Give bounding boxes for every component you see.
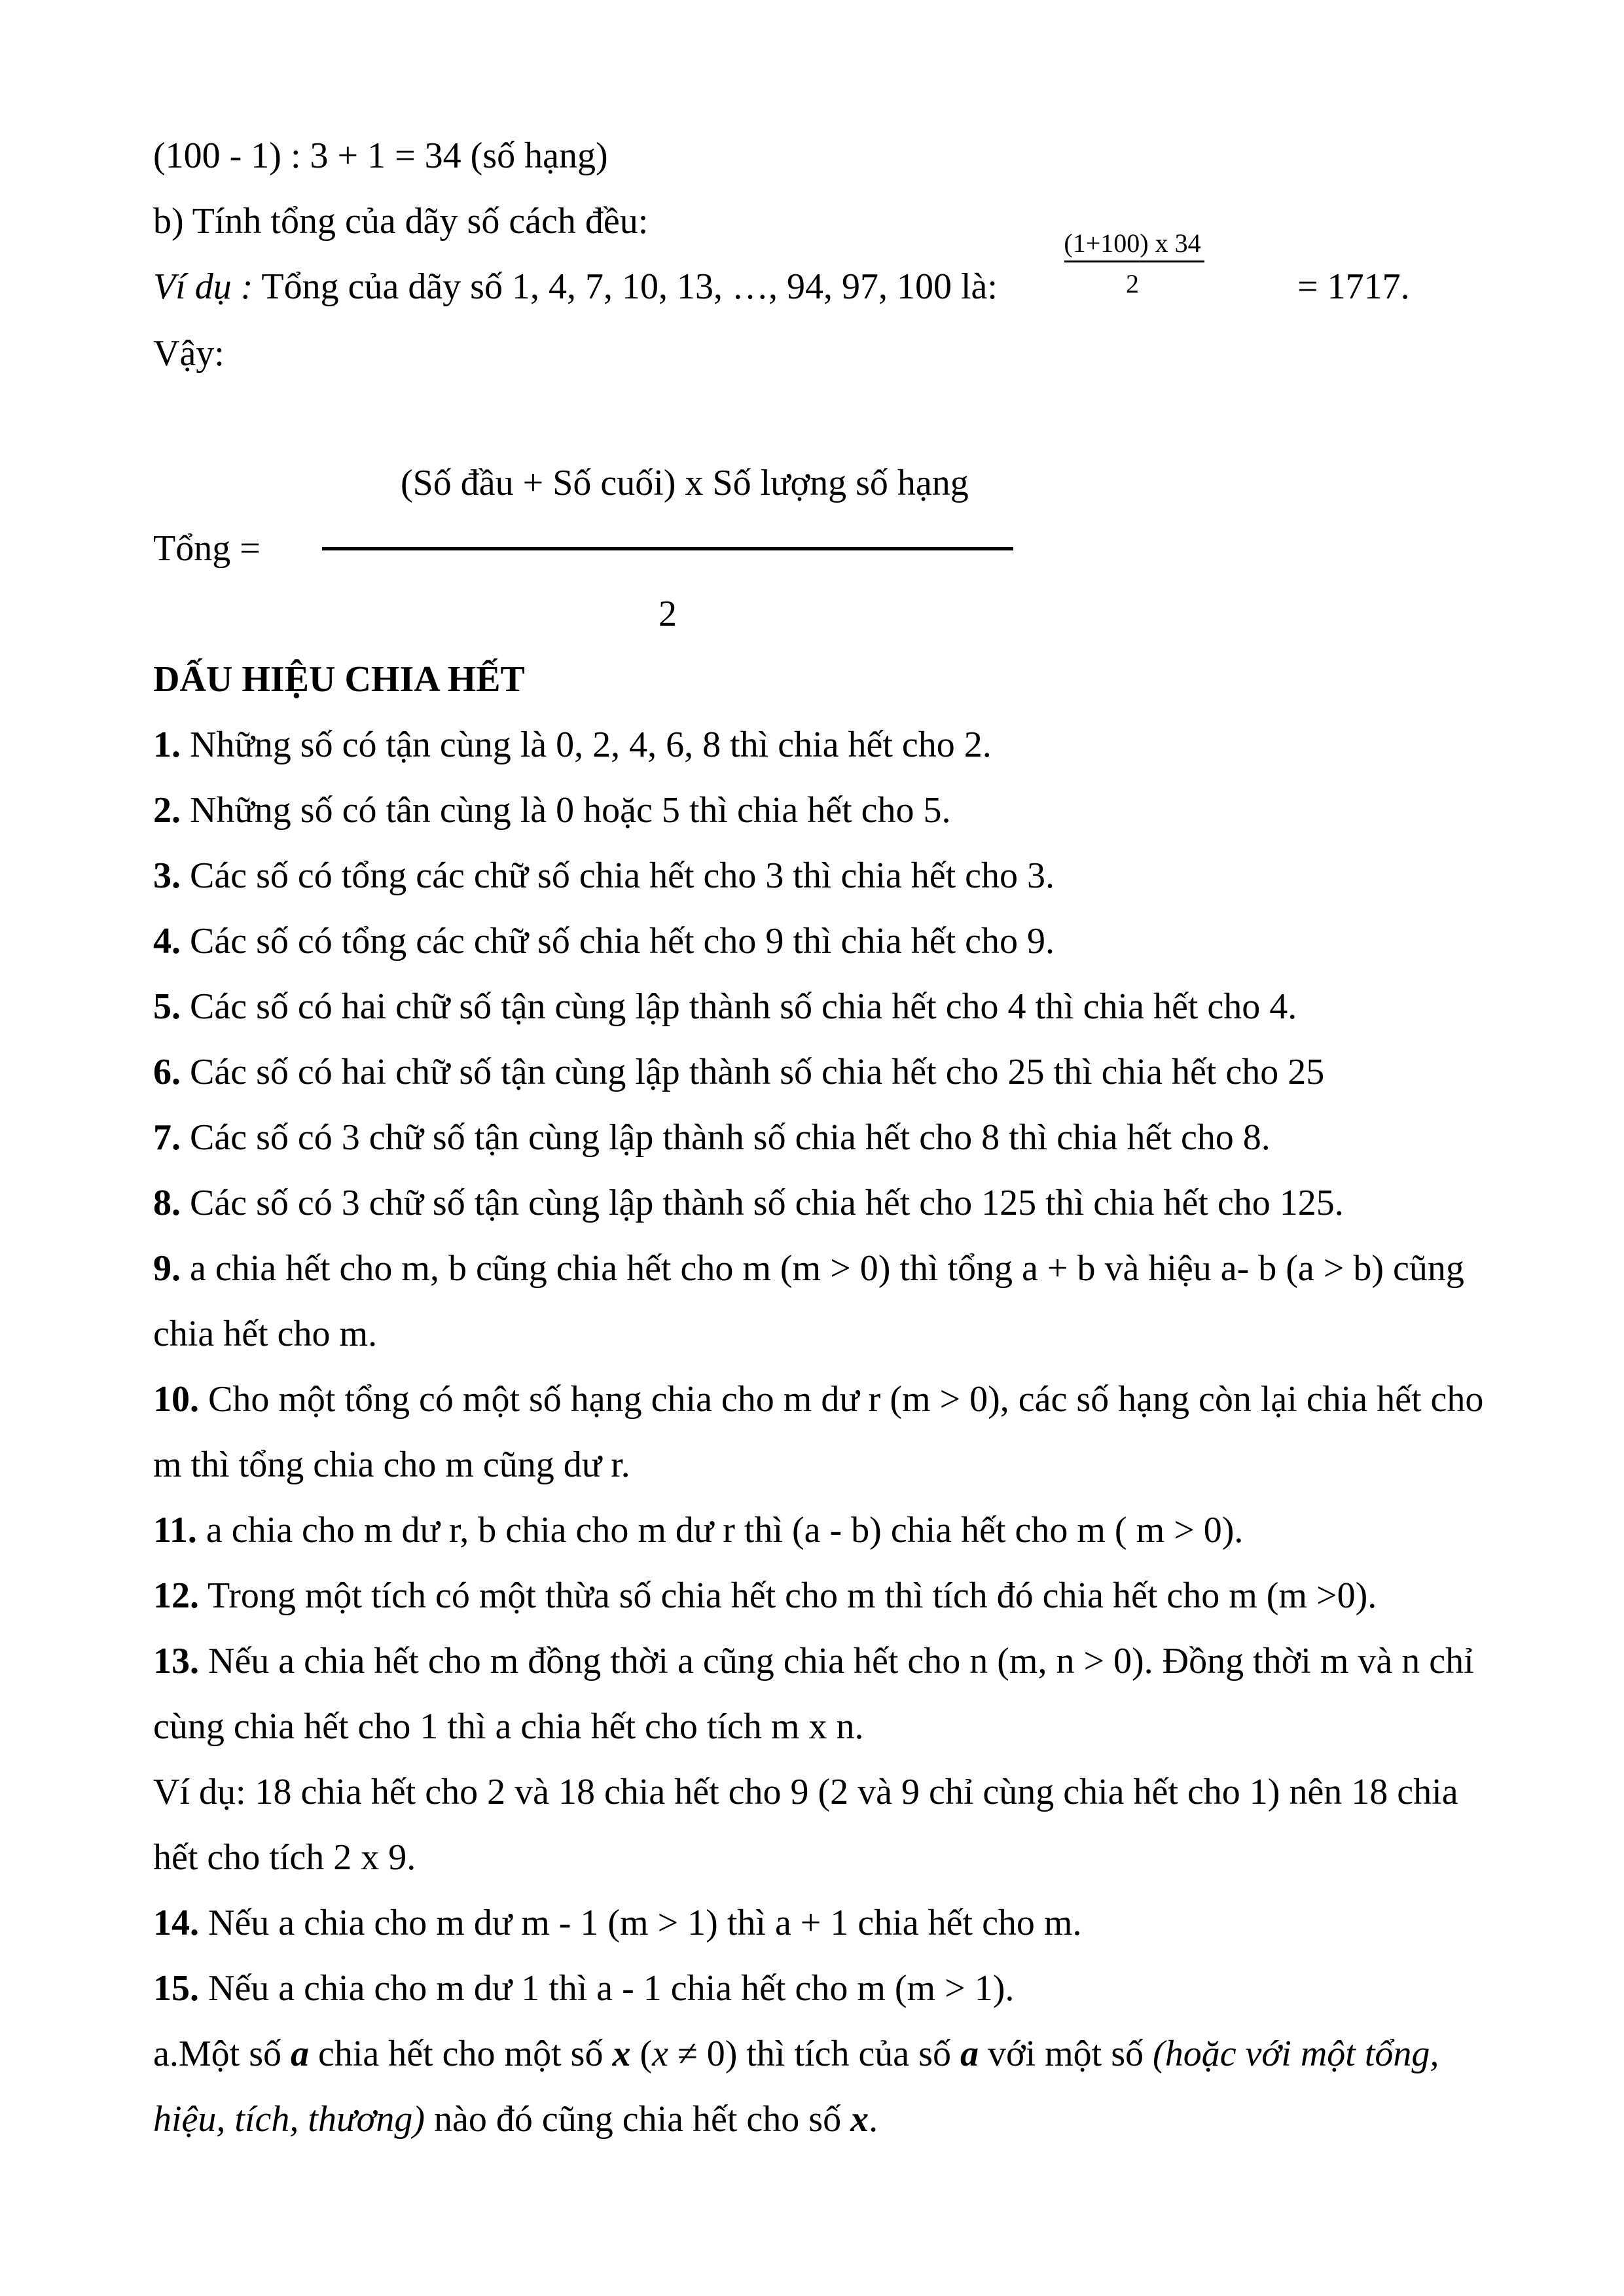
example-fraction-numerator: (1+100) x 34 xyxy=(1064,228,1201,258)
formula-denominator: 2 xyxy=(659,594,677,634)
rule-text: Nếu a chia hết cho m đồng thời a cũng chia hết cho n (m, n > 0). Đồng thời m và n chỉ xyxy=(199,1641,1474,1681)
sum-heading-b: b) Tính tổng của dãy số cách đều: xyxy=(153,201,649,242)
rule-6 xyxy=(153,1051,1324,1093)
rule-15 xyxy=(153,1967,1014,2009)
italic-note: (hoặc với một tổng, xyxy=(1153,2034,1439,2074)
rule-text: Các số có tổng các chữ số chia hết cho 3 thì chia hết cho 3. xyxy=(181,855,1055,896)
variable-x: x xyxy=(612,2034,631,2074)
rule-12 xyxy=(153,1575,1377,1617)
rule-text: Các số có tổng các chữ số chia hết cho 9 thì chia hết cho 9. xyxy=(181,921,1055,961)
text-run: . xyxy=(869,2099,878,2140)
text-run: với một số xyxy=(978,2034,1153,2074)
example-result: = 1717. xyxy=(1297,266,1410,307)
variable-a: a xyxy=(960,2034,979,2074)
rule-14 xyxy=(153,1902,1081,1944)
text-run: a.Một số xyxy=(153,2034,291,2074)
rule-9-continuation: chia hết cho m. xyxy=(153,1314,378,1354)
rule-number: 2. xyxy=(153,790,181,831)
rule-text: Nếu a chia cho m dư 1 thì a - 1 chia hết cho m (m > 1). xyxy=(199,1968,1015,2009)
rule-number: 13. xyxy=(153,1641,199,1681)
variable-x: x xyxy=(652,2034,668,2074)
rule-text: Những số có tận cùng là 0, 2, 4, 6, 8 thì chia hết cho 2. xyxy=(181,725,992,765)
rule-4 xyxy=(153,920,1055,962)
rule-5 xyxy=(153,986,1297,1028)
example-text: Tổng của dãy số 1, 4, 7, 10, 13, …, 94, 97, 100 là: xyxy=(253,266,998,307)
example-fraction-denominator: 2 xyxy=(1126,269,1139,298)
rule-10 xyxy=(153,1378,1483,1420)
rule-number: 12. xyxy=(153,1575,199,1616)
rule-number: 1. xyxy=(153,725,181,765)
rule-number: 8. xyxy=(153,1183,181,1223)
rule-text: Các số có 3 chữ số tận cùng lập thành số chia hết cho 125 thì chia hết cho 125. xyxy=(181,1183,1344,1223)
example-label: Ví dụ : xyxy=(153,266,253,307)
rule-10-continuation: m thì tổng chia cho m cũng dư r. xyxy=(153,1444,630,1485)
rule-number: 15. xyxy=(153,1968,199,2009)
rule-13 xyxy=(153,1640,1474,1682)
conclusion-label: Vậy: xyxy=(153,333,225,374)
formula-numerator: (Số đầu + Số cuối) x Số lượng số hạng xyxy=(401,463,969,503)
rule-number: 7. xyxy=(153,1117,181,1158)
text-run: nào đó cũng chia hết cho số xyxy=(425,2099,851,2140)
rule-text: Cho một tổng có một số hạng chia cho m dư r (m > 0), các số hạng còn lại chia hết cho xyxy=(199,1379,1484,1420)
rule-number: 3. xyxy=(153,855,181,896)
example-line xyxy=(153,266,998,308)
text-run: chia hết cho một số xyxy=(309,2034,613,2074)
formula-label: Tổng = xyxy=(153,528,261,569)
property-a-continuation xyxy=(153,2098,878,2140)
rule-number: 11. xyxy=(153,1510,197,1551)
rule-13-example: Ví dụ: 18 chia hết cho 2 và 18 chia hết cho 9 (2 và 9 chỉ cùng chia hết cho 1) nên 18 chia xyxy=(153,1772,1458,1812)
rule-1 xyxy=(153,724,992,766)
rule-number: 5. xyxy=(153,986,181,1027)
variable-a: a xyxy=(291,2034,309,2074)
rule-text: Những số có tân cùng là 0 hoặc 5 thì chia hết cho 5. xyxy=(181,790,951,831)
rule-text: Các số có hai chữ số tận cùng lập thành số chia hết cho 25 thì chia hết cho 25 xyxy=(181,1052,1325,1092)
rule-number: 6. xyxy=(153,1052,181,1092)
rule-number: 4. xyxy=(153,921,181,961)
example-fraction-bar xyxy=(1064,260,1204,262)
count-formula-line: (100 - 1) : 3 + 1 = 34 (số hạng) xyxy=(153,135,608,176)
rule-7 xyxy=(153,1117,1271,1158)
rule-3 xyxy=(153,855,1055,897)
rule-number: 14. xyxy=(153,1903,199,1943)
rule-13-example-continuation: hết cho tích 2 x 9. xyxy=(153,1837,416,1878)
formula-fraction-bar xyxy=(322,547,1013,550)
variable-x: x xyxy=(850,2099,869,2140)
rule-8 xyxy=(153,1182,1344,1224)
rule-number: 10. xyxy=(153,1379,199,1420)
rule-text: Các số có hai chữ số tận cùng lập thành số chia hết cho 4 thì chia hết cho 4. xyxy=(181,986,1297,1027)
rule-2 xyxy=(153,789,951,831)
rule-13-continuation: cùng chia hết cho 1 thì a chia hết cho tích m x n. xyxy=(153,1706,864,1747)
section-heading: DẤU HIỆU CHIA HẾT xyxy=(153,659,525,700)
text-run: ( xyxy=(630,2034,653,2074)
property-a-line xyxy=(153,2033,1439,2075)
rule-text: a chia hết cho m, b cũng chia hết cho m (m > 0) thì tổng a + b và hiệu a- b (a > b) cũng xyxy=(181,1248,1464,1289)
rule-text: Các số có 3 chữ số tận cùng lập thành số chia hết cho 8 thì chia hết cho 8. xyxy=(181,1117,1271,1158)
rule-text: a chia cho m dư r, b chia cho m dư r thì (a - b) chia hết cho m ( m > 0). xyxy=(196,1510,1244,1551)
rule-text: Trong một tích có một thừa số chia hết cho m thì tích đó chia hết cho m (m >0). xyxy=(199,1575,1377,1616)
italic-note: hiệu, tích, thương) xyxy=(153,2099,425,2140)
rule-number: 9. xyxy=(153,1248,181,1289)
rule-9 xyxy=(153,1247,1464,1289)
rule-text: Nếu a chia cho m dư m - 1 (m > 1) thì a + 1 chia hết cho m. xyxy=(199,1903,1082,1943)
rule-11 xyxy=(153,1509,1243,1551)
text-run: ≠ 0) thì tích của số xyxy=(668,2034,960,2074)
